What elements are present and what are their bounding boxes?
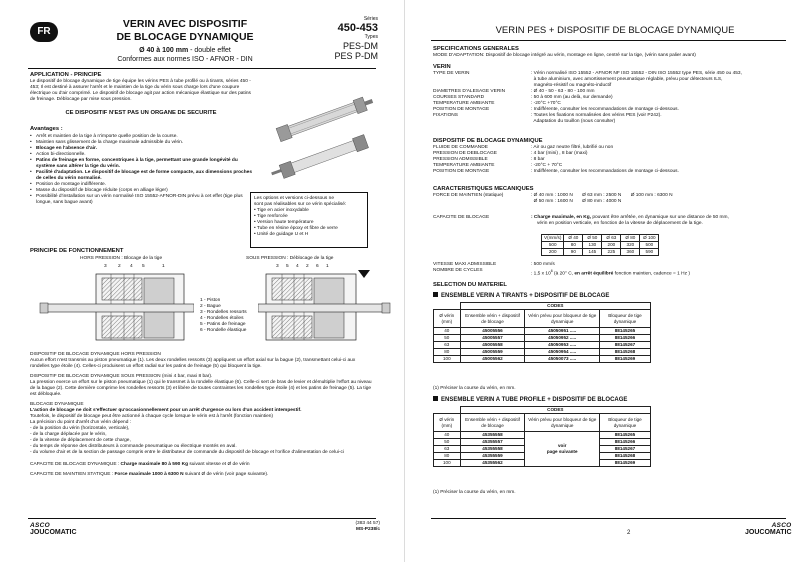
advantages-list	[30, 134, 252, 206]
language-badge: FR	[30, 22, 58, 42]
operation-descriptions: DISPOSITIF DE BLOCAGE DYNAMIQUE HORS PRESSION Aucun effort n'est transmis au piston pneumatique (1). Les deux rondelles ressorts (3) appliquent un effort axial sur la bague (2), transmettant celui-ci aux rondelles type étoile (4). Celles-ci produisent un effort radial sur les patins de freinage (5) qui bloquent la tige. DISPOSITIF DE BLOCAGE DYNAMIQUE SOUS PRESSION (mini 4 bar, maxi 8 bar). La pression exerce un effort sur le piston pneumatique (1) qui le transmet à la rondelle élastique (6). Celle-ci sert de bras de levier et démultiplie l'effort au niveau de la bague (2). Cette dernière comprime les rondelles ressorts (3) et libère de toutes contraintes les rondelles type étoile (4) et les patins de freinage (5). La tige est débloquée. BLOCAGE DYNAMIQUE L'action de blocage ne doit s'effectuer qu'occasionnellement pour un arrêt d'urgence ou lors d'un accident intempestif. Toutefois, le dispositif de blocage peut être actionné à chaque cycle lorsque le vérin est à l'arrêt (fonction maintien) La précision du point d'arrêt d'un vérin dépend : - de la position du vérin (horizontale, verticale), - de la charge déplacée par le vérin, - de la vitesse de déplacement de cette charge, - du temps de réponse des distributeurs à commande pneumatique ou électrique montés en aval. - du volume d'air et de la section de passage compris entre le distributeur de commande du dispositif de blocage et l'orifice d'alimentation de celui-ci CAPACITE DE BLOCAGE DYNAMIQUE : Charge maximale 80 à 590 Kg suivant vitesse et Ø de vérin CAPACITE DE MAINTIEN STATIQUE : Force maximale 1000 à 6300 N suivant Ø de vérin (voir page suivante).	[30, 352, 372, 477]
divider	[431, 40, 786, 41]
left-page: FR VERIN AVEC DISPOSITIF DE BLOCAGE DYNAMIQUE Ø 40 à 100 mm - double effet Conformes aux normes ISO - AFNOR - DIN Séries 450-453 Types PES-DM PES P-DM APPLICATION - PRINCIPE Le dispositif de blocage dynamique de tige équipe les vérins PES à tube profilé ou à tirants, séries 450 - 453; Il est destiné à assurer l'arrêt et le maintien de la tige du vérin sous charge lors d'une coupure électrique ou d'air comprimé. Le dispositif de blocage agit par action mécanique élastique sur des patins de freinage. Déblocage par mise sous pression. CE DISPOSITIF N'EST PAS UN ORGANE DE SECURITE Avantages : • Arrêt et maintien de la tige à n'importe quelle position de la course. • Maintien sans glissement de la charge maximale admissible du vérin. • Blocage en l'absence d'air. • Action bi-directionnelle. • Patins de freinage en forme, concentriques à la tige, permettant une grande longévité du système sans altérer la tige du vérin. • Facilité d'adaptation. Le dispositif de blocage est de forme compacte, aux dimensions proches de celles du vérin normalisé. • Position de montage indifférente. • Masse du dispositif de blocage réduite (corps en alliage léger) • Possibilité d'installation sur un vérin normalisé ISO 15552-AFNOR-DIN prévu à cet effet (tige plus longue, sans bague avant) Les options et versions ci-dessous ne sont pas réalisables sur ce vérin spécialisé: • Tige en acier inoxydable • Tige renforcée • Version haute température • Tube en résine époxy et fibre de verre • Unité de guidage U et H PRINCIPE DE FONCTIONNEMENT HORS PRESSION : Blocage de la tige SOUS PRESSION : Déblocage de la tige 3 2 4 5 1 1 - Piston 2 - Bague 3 - Rondelles ressorts 4 - Rondelles étoiles 5 - Patins de freinage 6 - Rondelle élastique 3 5 4 2 6 1 DISPOSITIF DE BLOCAGE DYNAMIQUE HORS PRESSION Aucun effort n'est transmis au piston pneumatique (1). Les deux rondelles ressorts (3) appliquent un effort axial sur la bague (2), transmettant celui-ci aux rondelles type étoile (4). Celles-ci produisent un effort radial sur les patins de freinage (5) qui bloquent la tige. DISPOSITIF DE BLOCAGE DYNAMIQUE SOUS PRESSION (mini 4 bar, maxi 8 bar). La pression exerce un effort sur le piston pneumatique (1) qui le transmet à la rondelle élastique (6). Celle-ci sert de bras de levier et démultiplie l'effort au niveau de la bague (2). Cette dernière comprime les rondelles ressorts (3) et libère de toutes contraintes les rondelles type étoile (4) et les patins de freinage (5). La tige est débloquée. BLOCAGE DYNAMIQUE L'action de blocage ne doit s'effectuer qu'occasionnellement pour un arrêt d'urgence ou lors d'un accident intempestif. Toutefois, le dispositif de blocage peut être actionné à chaque cycle lorsque le vérin est à l'arrêt (fonction maintien) La précision du point d'arrêt d'un vérin dépend : - de la position du vérin (horizontale, verticale), - de la charge déplacée par le vérin, - de la vitesse de déplacement de cette charge, - du temps de réponse des distributeurs à commande pneumatique ou électrique montés en aval. - du volume d'air et de la section de passage compris entre le distributeur de commande du dispositif de blocage et l'orifice d'alimentation de celui-ci CAPACITE DE BLOCAGE DYNAMIQUE : Charge maximale 80 à 590 Kg suivant vitesse et Ø de vérin CAPACITE DE MAINTIEN STATIQUE : Force maximale 1000 à 6300 N suivant Ø de vérin (voir page suivante). ASCO JOUCOMATIC (383 44 57) MS-P238/c	[0, 0, 404, 562]
advantage-item: • Masse du dispositif de blocage réduite (corps en alliage léger)	[30, 188, 252, 194]
divider	[28, 68, 376, 69]
advantage-item: • Action bi-directionnelle.	[30, 152, 252, 158]
diagram-sous-pression	[258, 270, 394, 348]
advantage-item: • Facilité d'adaptation. Le dispositif de blocage est de forme compacte, aux dimensions proches de celles du vérin normalisé.	[30, 170, 252, 182]
selection-table-tube-profile: CODES Ø vérin (mm) Ensemble vérin + dispositif de blocage Vérin prévu pour bloqueur de tige dynamique Bloqueur de tige dynamique 40 45355558 voir page suivante 88145265 50 45355557 88145266 63 45355558 88145267 80 45355559 88145268 100 45355562 88145269	[433, 406, 651, 467]
advantage-item: • Position de montage indifférente.	[30, 182, 252, 188]
series-block: Séries 450-453 Types PES-DM PES P-DM	[334, 16, 378, 61]
table-row: 63 45355558 88145267	[434, 446, 651, 453]
safety-warning: CE DISPOSITIF N'EST PAS UN ORGANE DE SECURITE	[65, 110, 217, 117]
asco-joucomatic-logo: ASCO JOUCOMATIC	[745, 522, 792, 536]
table-row: 80 45355559 88145268	[434, 453, 651, 460]
footer-divider	[28, 518, 376, 519]
page-number: 2	[627, 530, 631, 536]
footer-divider	[431, 518, 786, 519]
table1-title: ENSEMBLE VERIN A TIRANTS + DISPOSITIF DE BLOCAGE	[433, 292, 609, 301]
table-row: 50 45355557 88145266	[434, 439, 651, 446]
diagram1-caption: HORS PRESSION : Blocage de la tige	[80, 256, 163, 261]
options-note-box: Les options et versions ci-dessous ne sont pas réalisables sur ce vérin spécialisé: • Tige en acier inoxydable • Tige renforcée • Version haute température • Tube en résine époxy et fibre de verre • Unité de guidage U et H	[250, 192, 368, 248]
table-row: 63 45005558 45050953 ..... 88145267	[434, 342, 651, 349]
advantage-item: • Maintien sans glissement de la charge maximale admissible du vérin.	[30, 140, 252, 146]
table2-title: ENSEMBLE VERIN A TUBE PROFILE + DISPOSITIF DE BLOCAGE	[433, 396, 627, 405]
advantage-item: • Possibilité d'installation sur un vérin normalisé ISO 15552-AFNOR-DIN prévu à cet effet (tige plus longue, sans bague avant)	[30, 194, 252, 206]
table-row: 100 45355562 88145269	[434, 460, 651, 467]
application-text: Le dispositif de blocage dynamique de tige équipe les vérins PES à tube profilé ou à tirants, séries 450 - 453; Il est destiné à assurer l'arrêt et le maintien de la tige du vérin sous charge lors d'une coupure électrique ou d'air comprimé. Le dispositif de blocage agit par action mécanique élastique sur des patins de freinage. Déblocage par mise sous pression.	[30, 79, 251, 103]
page-subtitle: Ø 40 à 100 mm - double effet Conformes aux normes ISO - AFNOR - DIN	[117, 47, 253, 63]
advantage-item: • Patins de freinage en forme, concentriques à la tige, permettant une grande longévité du système sans altérer la tige du vérin.	[30, 158, 252, 170]
page-title: VERIN AVEC DISPOSITIF DE BLOCAGE DYNAMIQUE	[116, 18, 254, 43]
right-page: VERIN PES + DISPOSITIF DE BLOCAGE DYNAMIQUE SPECIFICATIONS GENERALES MODE D'ADAPTATION: Dispositif de blocage intégré au vérin, montage en ligne, centré sur la tige, (vérin sans palier avant) VERIN TYPE DE VERIN : Vérin normalisé ISO 15552 - AFNOR NF ISO 15552 - DIN ISO 15552 type PES, série 450 ou 453, à tube aluminium, avec amortissement pneumatique réglable, prévu pour détecteurs ILS, magnéto-résistif ou magnéto-inductif DIAMETRES D'ALESAGE VERIN : Ø 40 - 50 - 63 - 80 - 100 mm COURSES STANDARD : 50 à 600 mm (au delà, sur demande) TEMPERATURE AMBIANTE : -20°C +70°C POSITION DE MONTAGE : Indifférente, consulter les recommandations de montage ci-dessous. FIXATIONS : Toutes les fixations normalisées des vérins PES (voir P242). Adaptation du touillon (nous consulter) DISPOSITIF DE BLOCAGE DYNAMIQUE FLUIDE DE COMMANDE : Air ou gaz neutre filtré, lubrifié ou non PRESSION DE DEBLOCAGE : 4 bar (mini) , 8 bar (maxi) PRESSION ADMISSIBLE : 8 bar TEMPERATURE AMBIANTE : -20°C + 70°C POSITION DE MONTAGE : Indifférente, consulter les recommandations de montage ci-dessous. CARACTERISTIQUES MECANIQUES FORCE DE MAINTIEN (statique) : Ø 40 mm : 1000 N Ø 63 mm : 2500 N Ø 100 mm : 6300 N Ø 50 mm : 1600 N Ø 80 mm : 4000 N CAPACITE DE BLOCAGE : Charge maximale, en Kg, pouvant être arrêtée, en dynamique sur une distance de 50 mm, vérin en position verticale, en fonction de la vitesse de déplacement de la tige. V(mm/s) Ø 40 Ø 50 Ø 63 Ø 80 Ø 100 500 80 130 200 320 500 200 90 145 225 360 590 VITESSE MAXI ADMISSIBLE : 500 mm/s NOMBRE DE CYCLES : 1,5 x $10^6$ (à 20° C, en arrêt équilibré fonction maintien, cadence = 1 Hz ) SELECTION DU MATERIEL ENSEMBLE VERIN A TIRANTS + DISPOSITIF DE BLOCAGE CODES Ø vérin (mm) Ensemble vérin + dispositif de blocage Vérin prévu pour bloqueur de tige dynamique Bloqueur de tige dynamique 40 45005556 45050951 ..... 88145265 50 45005557 45050952 ..... 88145266 63 45005558 45050953 ..... 88145267 80 45005559 45050954 ..... 88145268 100 45005562 45050073 ..... 88145269 (1) Préciser la course du vérin, en mm. ENSEMBLE VERIN A TUBE PROFILE + DISPOSITIF DE BLOCAGE CODES Ø vérin (mm) Ensemble vérin + dispositif de blocage Vérin prévu pour bloqueur de tige dynamique Bloqueur de tige dynamique 40 45355558 voir page suivante 88145265 50 45355557 88145266 63 45355558 88145267 80 45355559 88145268 100 45355562 88145269 (1) Préciser la course du vérin, en mm. 2 ASCO JOUCOMATIC	[404, 0, 808, 562]
document-reference: (383 44 57) MS-P238/c	[355, 521, 380, 532]
principle-heading: PRINCIPE DE FONCTIONNEMENT	[30, 248, 124, 254]
application-section: APPLICATION - PRINCIPE Le dispositif de blocage dynamique de tige équipe les vérins PES à tube profilé ou à tirants, séries 450 - 453; Il est destiné à assurer l'arrêt et le maintien de la tige du vérin sous charge lors d'une coupure électrique ou d'air comprimé. Le dispositif de blocage agit par action mécanique élastique sur des patins de freinage. Déblocage par mise sous pression. CE DISPOSITIF N'EST PAS UN ORGANE DE SECURITE Avantages : • Arrêt et maintien de la tige à n'importe quelle position de la course. • Maintien sans glissement de la charge maximale admissible du vérin. • Blocage en l'absence d'air. • Action bi-directionnelle. • Patins de freinage en forme, concentriques à la tige, permettant une grande longévité du système sans altérer la tige du vérin. • Facilité d'adaptation. Le dispositif de blocage est de forme compacte, aux dimensions proches de celles du vérin normalisé. • Position de montage indifférente. • Masse du dispositif de blocage réduite (corps en alliage léger) • Possibilité d'installation sur un vérin normalisé ISO 15552-AFNOR-DIN prévu à cet effet (tige plus longue, sans bague avant)	[30, 72, 252, 206]
table-row: 50 45005557 45050952 ..... 88145266	[434, 335, 651, 342]
asco-joucomatic-logo: ASCO JOUCOMATIC	[30, 522, 77, 536]
table-row: 80 45005559 45050954 ..... 88145268	[434, 349, 651, 356]
table-row: 40 45355558 voir page suivante 88145265	[434, 432, 651, 439]
cylinder-product-photo	[268, 90, 378, 185]
selection-table-tirants: CODES Ø vérin (mm) Ensemble vérin + dispositif de blocage Vérin prévu pour bloqueur de tige dynamique Bloqueur de tige dynamique 40 45005556 45050951 ..... 88145265 50 45005557 45050952 ..... 88145266 63 45005558 45050953 ..... 88145267 80 45005559 45050954 ..... 88145268 100 45005562 45050073 ..... 88145269	[433, 302, 651, 363]
diagram-legend: 1 - Piston 2 - Bague 3 - Rondelles ressorts 4 - Rondelles étoiles 5 - Patins de freinage 6 - Rondelle élastique	[200, 298, 247, 333]
speed-capacity-table: V(mm/s) Ø 40 Ø 50 Ø 63 Ø 80 Ø 100 500 80 130 200 320 500 200 90 145 225 360 590	[541, 234, 659, 256]
diagram2-caption: SOUS PRESSION : Déblocage de la tige	[246, 256, 334, 261]
advantage-item: • Arrêt et maintien de la tige à n'importe quelle position de la course.	[30, 134, 252, 140]
diagram-hors-pression	[36, 270, 194, 348]
table-row: 40 45005556 45050951 ..... 88145265	[434, 328, 651, 335]
table-row: 100 45005562 45050073 ..... 88145269	[434, 356, 651, 363]
advantage-item: • Blocage en l'absence d'air.	[30, 146, 252, 152]
right-page-title: VERIN PES + DISPOSITIF DE BLOCAGE DYNAMIQUE	[495, 25, 735, 36]
